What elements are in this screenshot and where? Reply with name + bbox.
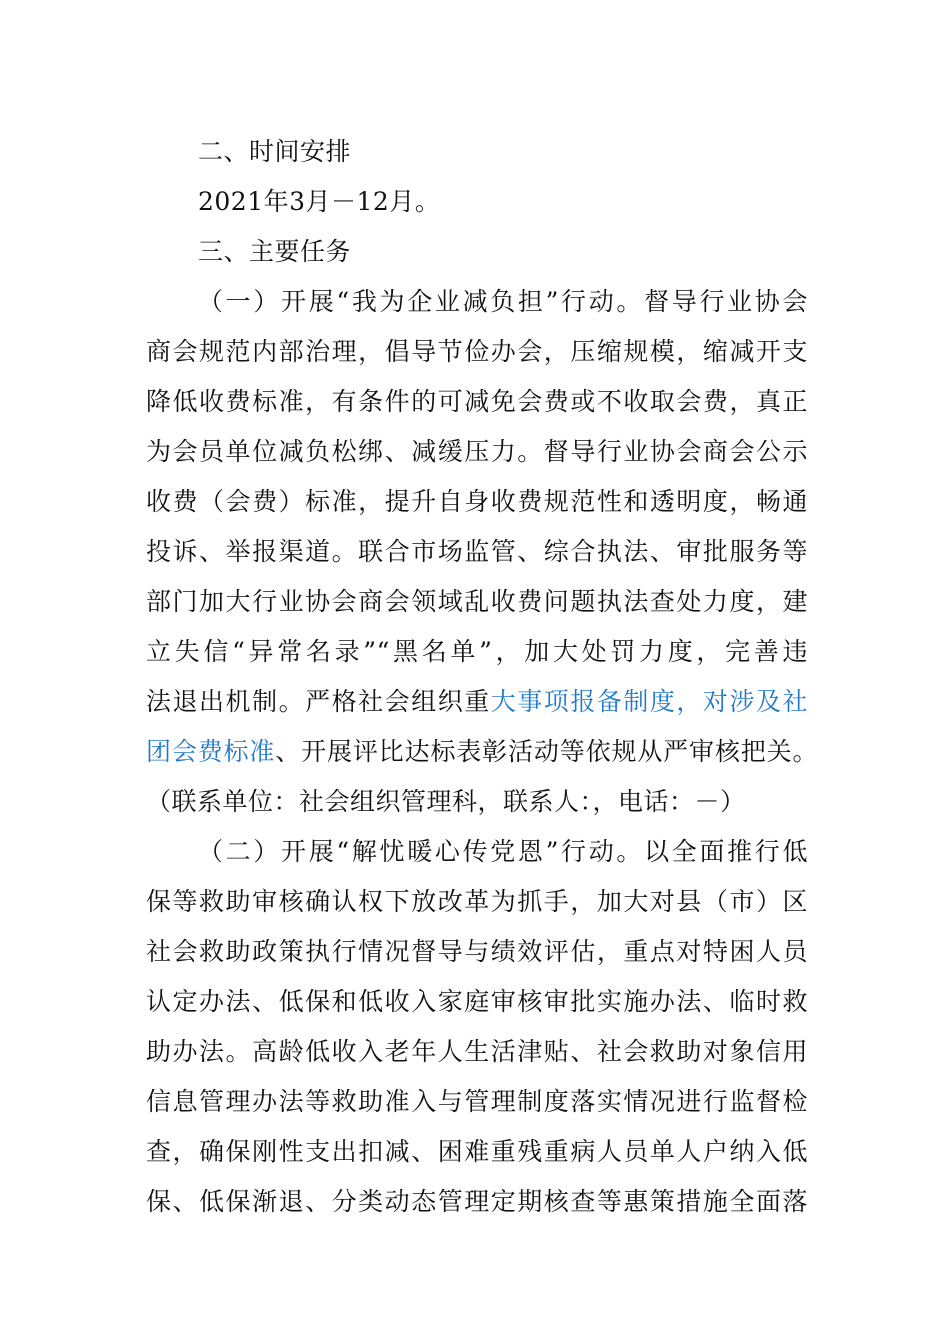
paragraph-line: 信息管理办法等救助准入与管理制度落实情况进行监督检 [146, 1087, 808, 1116]
paragraph-line-with-highlight [146, 732, 818, 772]
paragraph-line: 为会员单位减负松绑、减缓压力。督导行业协会商会公示 [146, 437, 808, 466]
line-prefix: 法退出机制。严格社会组织重 [146, 687, 491, 716]
paragraph-line: 助办法。高龄低收入老年人生活津贴、社会救助对象信用 [146, 1037, 808, 1066]
paragraph-line: 保等救助审核确认权下放改革为抓手，加大对县（市）区 [146, 887, 808, 916]
paragraph-line: （一）开展“我为企业减负担”行动。督导行业协会 [198, 287, 808, 316]
contact-info: （联系单位：社会组织管理科，联系人：，电话：－） [146, 787, 746, 816]
paragraph-line: 立失信“异常名录”“黑名单”，加大处罚力度，完善违 [146, 637, 808, 666]
paragraph-line: 保、低保渐退、分类动态管理定期核查等惠策措施全面落 [146, 1187, 808, 1216]
schedule-text: 2021年3月－12月。 [198, 187, 441, 216]
line-suffix: 、开展评比达标表彰活动等依规从严审核把关。 [275, 737, 818, 766]
paragraph-line: 商会规范内部治理，倡导节俭办会，压缩规模，缩减开支 [146, 337, 808, 366]
paragraph-line: 投诉、举报渠道。联合市场监管、综合执法、审批服务等 [146, 537, 808, 566]
paragraph-line-with-highlight [146, 682, 808, 722]
paragraph-line: 查，确保刚性支出扣减、困难重残重病人员单人户纳入低 [146, 1137, 808, 1166]
heading-time-schedule: 二、时间安排 [198, 137, 352, 166]
paragraph-line: 认定办法、低保和低收入家庭审核审批实施办法、临时救 [146, 987, 808, 1016]
highlighted-text: 大事项报备制度，对涉及社 [490, 687, 808, 716]
highlighted-text: 团会费标准 [146, 737, 276, 766]
paragraph-line: 社会救助政策执行情况督导与绩效评估，重点对特困人员 [146, 937, 808, 966]
paragraph-line: 收费（会费）标准，提升自身收费规范性和透明度，畅通 [146, 487, 808, 516]
heading-main-tasks: 三、主要任务 [198, 237, 352, 266]
paragraph-line: 降低收费标准，有条件的可减免会费或不收取会费，真正 [146, 387, 808, 416]
paragraph-line: 部门加大行业协会商会领域乱收费问题执法查处力度，建 [146, 587, 808, 616]
paragraph-line: （二）开展“解忧暖心传党恩”行动。以全面推行低 [198, 837, 808, 866]
